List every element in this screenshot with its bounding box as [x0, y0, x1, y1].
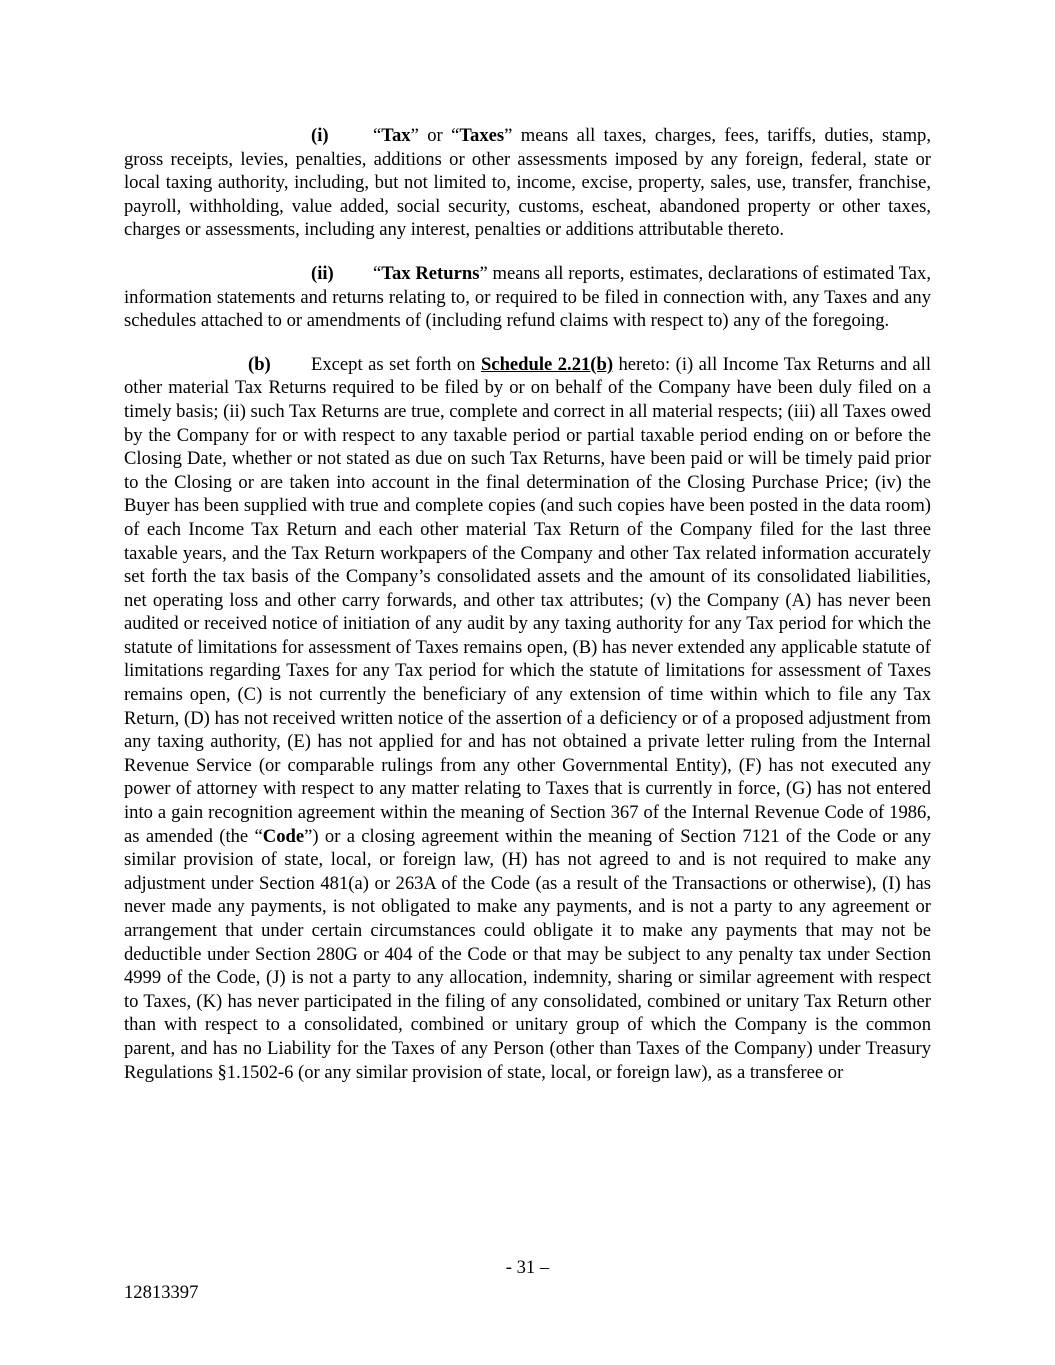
- page-number: - 31 –: [505, 1257, 550, 1278]
- schedule-reference: Schedule 2.21(b): [480, 353, 614, 375]
- document-id: 12813397: [124, 1282, 199, 1303]
- defined-term-tax-returns: Tax Returns: [381, 262, 480, 284]
- defined-term-tax: Tax: [381, 125, 411, 146]
- section-ii-label: (ii): [311, 262, 334, 284]
- section-ii-definition-tax-returns: (ii) “Tax Returns” means all reports, estimates, declarations of estimated Tax, information statements and returns relating to, or required to be filed in connection with, any Taxes and any schedules attached to or amendments of (including refund claims with respect to) any of the foregoing.: [124, 262, 932, 332]
- document-body: [124, 124, 931, 1084]
- section-b-tax-representations: (b) Except as set forth on Schedule 2.21(b) hereto: (i) all Income Tax Returns and all other material Tax Returns required to be filed by or on behalf of the Company have been duly filed on a timely basis; (ii) such Tax Returns are true, complete and correct in all material respects; (iii) all Taxes owed by the Company for or with respect to any taxable period or partial taxable period ending on or before the Closing Date, whether or not stated as due on such Tax Returns, have been paid or will be timely paid prior to the Closing or are taken into account in the final determination of the Closing Purchase Price; (iv) the Buyer has been supplied with true and complete copies (and such copies have been posted in the data room) of each Income Tax Return and each other material Tax Return of the Company filed for the last three taxable years, and the Tax Return workpapers of the Company and other Tax related information accurately set forth the tax basis of the Company’s consolidated assets and the amount of its consolidated liabilities, net operating loss and other carry forwards, and other tax attributes; (v) the Company (A) has never been audited or received notice of initiation of any audit by any taxing authority for any Tax period for which the statute of limitations for assessment of Taxes remains open, (B) has never extended any applicable statute of limitations regarding Taxes for any Tax period for which the statute of limitations for assessment of Taxes remains open, (C) is not currently the beneficiary of any extension of time within which to file any Tax Return, (D) has not received written notice of the assertion of a deficiency or of a proposed adjustment from any taxing authority, (E) has not applied for and has not obtained a private letter ruling from the Internal Revenue Service (or comparable rulings from any other Governmental Entity), (F) has not executed any power of attorney with respect to any matter relating to Taxes that is currently in force, (G) has not entered into a gain recognition agreement within the meaning of Section 367 of the Internal Revenue Code of 1986, as amended (the “Code”) or a closing agreement within the meaning of Section 7121 of the Code or any similar provision of state, local, or foreign law, (H) has not agreed to and is not required to make any adjustment under Section 481(a) or 263A of the Code (as a result of the Transactions or otherwise), (I) has never made any payments, is not obligated to make any payments, and is not a party to any agreement or arrangement that under certain circumstances could obligate it to make any payments that may not be deductible under Section 280G or 404 of the Code or that may be subject to any penalty tax under Section 4999 of the Code, (J) is not a party to any allocation, indemnity, sharing or similar agreement with respect to Taxes, (K) has never participated in the filing of any consolidated, combined or unitary Tax Return other than with respect to a consolidated, combined or unitary group of which the Company is the common parent, and has no Liability for the Taxes of any Person (other than Taxes of the Company) under Treasury Regulations §1.1502-6 (or any similar provision of state, local, or foreign law), as a transferee or: [124, 353, 932, 1083]
- defined-term-taxes: Taxes: [459, 125, 505, 146]
- defined-term-code: Code: [262, 825, 305, 847]
- section-b-label: (b): [248, 353, 271, 375]
- section-i-label: (i): [311, 125, 329, 146]
- section-i-definition-tax: (i) “Tax” or “Taxes” means all taxes, charges, fees, tariffs, duties, stamp, gross receipts, levies, penalties, additions or other assessments imposed by any foreign, federal, state or local taxing authority, including, but not limited to, income, excise, property, sales, use, transfer, franchise, payroll, withholding, value added, social security, customs, escheat, abandoned property or other taxes, charges or assessments, including any interest, penalties or additions attributable thereto.: [124, 125, 932, 241]
